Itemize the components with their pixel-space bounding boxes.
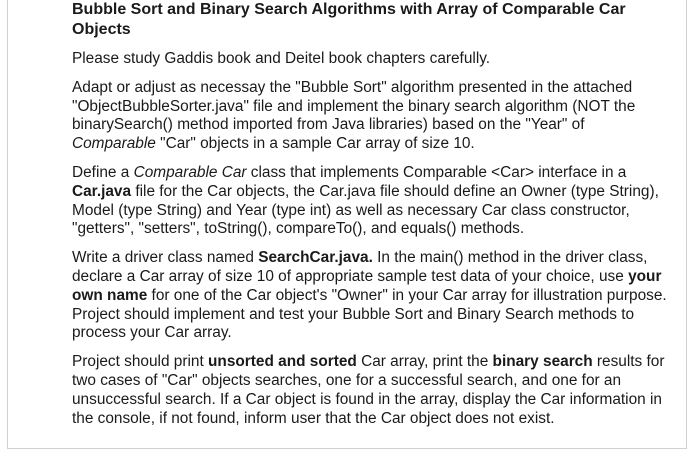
paragraph-define-text-1: Define a <box>72 163 134 181</box>
paragraph-adapt-emphasis: Comparable <box>72 135 156 153</box>
paragraph-driver-text-3: for one of the Car object's "Owner" in your Car array for illustration purpose. Project should implement and test your Bubble Sort and Binary Search methods to process your Car array. <box>72 286 667 342</box>
paragraph-driver-bold-2: your own name <box>72 267 662 304</box>
paragraph-driver-text-1: Write a driver class named <box>72 249 259 267</box>
paragraph-adapt <box>72 79 672 154</box>
paragraph-study-text: Please study Gaddis book and Deitel book chapters carefully. <box>72 50 491 67</box>
assignment-content <box>72 0 672 438</box>
paragraph-define-emphasis: Comparable Car <box>133 163 247 181</box>
paragraph-driver-bold-1: SearchCar.java. <box>258 249 373 267</box>
paragraph-driver <box>72 249 672 343</box>
paragraph-adapt-text-2: "Car" objects in a sample Car array of size 10. <box>155 135 475 153</box>
paragraph-print-text-1: Project should print <box>72 353 209 371</box>
assignment-title: Bubble Sort and Binary Search Algorithms with Array of Comparable Car Objects <box>72 1 626 38</box>
paragraph-print-text-2: Car array, print the <box>356 353 493 371</box>
paragraph-print-bold-2: binary search <box>492 353 593 371</box>
paragraph-print <box>72 353 672 428</box>
paragraph-print-text-3: results for two cases of "Car" objects searches, one for a successful search, and one for an unsuccessful search. If a Car object is found in the array, display the Car information in the console, if not found, inform user that the Car object does not exist. <box>72 353 665 427</box>
paragraph-adapt-text-1: Adapt or adjust as necessay the "Bubble Sort" algorithm presented in the attached "ObjectBubbleSorter.java" file and implement the binary search algorithm (NOT the binarySearch() method imported from Java libraries) based on the "Year" of <box>72 78 636 134</box>
paragraph-define <box>72 164 672 239</box>
paragraph-define-bold: Car.java <box>72 182 132 200</box>
paragraph-print-bold-1: unsorted and sorted <box>208 353 357 371</box>
paragraph-driver-text-2: In the main() method in the driver class, declare a Car array of size 10 of appropriate sample test data of your choice, use <box>72 249 648 285</box>
paragraph-define-text-2: class that implements Comparable <Car> interface in a <box>246 163 627 181</box>
paragraph-study <box>72 50 672 69</box>
paragraph-define-text-3: file for the Car objects, the Car.java file should define an Owner (type String), Model (type String) and Year (type int) as well as necessary Car class constructor, "getters", "setters", toString(), compareTo(), and equals() methods. <box>72 182 659 238</box>
